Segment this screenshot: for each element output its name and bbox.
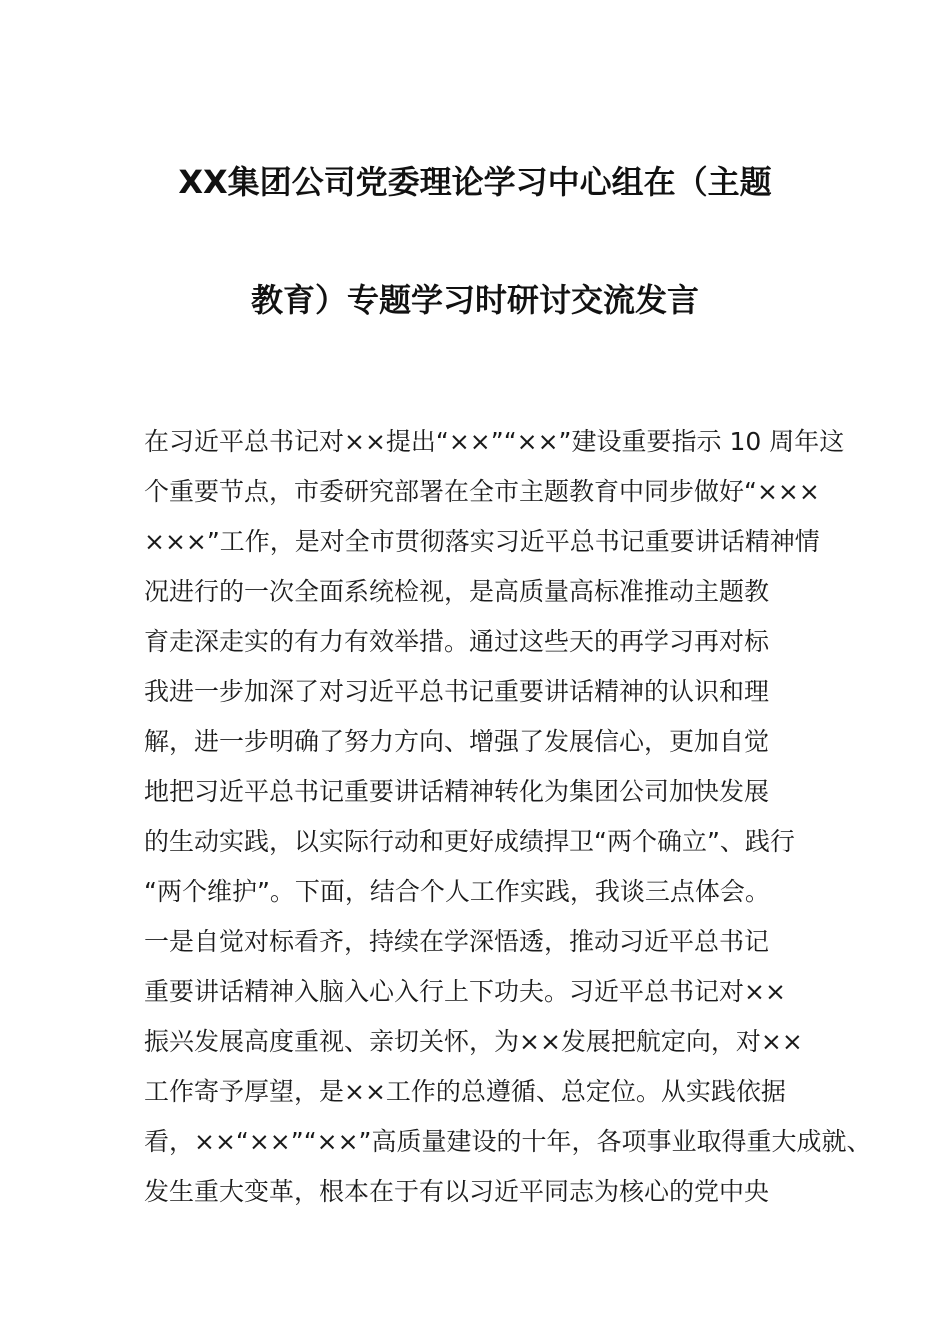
document-title-line-2: 教育）专题学习时研讨交流发言 [250,281,699,319]
body-line: ×××”工作，是对全市贯彻落实习近平总书记重要讲话精神情 [144,527,820,556]
body-line: 发生重大变革，根本在于有以习近平同志为核心的党中央 [144,1177,770,1206]
body-line: 个重要节点，市委研究部署在全市主题教育中同步做好“××× [144,477,820,506]
document-title-line-1: XX集团公司党委理论学习中心组在（主题 [178,163,772,201]
body-line: 解，进一步明确了努力方向、增强了发展信心，更加自觉 [144,727,770,756]
body-line: 一是自觉对标看齐，持续在学深悟透，推动习近平总书记 [144,927,770,956]
body-line: 振兴发展高度重视、亲切关怀，为××发展把航定向，对×× [144,1027,803,1056]
body-line: 地把习近平总书记重要讲话精神转化为集团公司加快发展 [144,777,770,806]
body-line: 看，××“××”“××”高质量建设的十年，各项事业取得重大成就、 [144,1127,872,1156]
body-line: 的生动实践，以实际行动和更好成绩捍卫“两个确立”、践行 [144,827,795,856]
body-line: “两个维护”。下面，结合个人工作实践，我谈三点体会。 [144,877,770,906]
body-line: 我进一步加深了对习近平总书记重要讲话精神的认识和理 [144,677,770,706]
body-line: 在习近平总书记对××提出“××”“××”建设重要指示 10 周年这 [144,427,845,456]
document-body [144,417,872,1217]
body-line: 育走深走实的有力有效举措。通过这些天的再学习再对标 [144,627,770,656]
body-line: 重要讲话精神入脑入心入行上下功夫。习近平总书记对×× [144,977,786,1006]
body-line: 况进行的一次全面系统检视，是高质量高标准推动主题教 [144,577,770,606]
body-line: 工作寄予厚望，是××工作的总遵循、总定位。从实践依据 [144,1077,786,1106]
